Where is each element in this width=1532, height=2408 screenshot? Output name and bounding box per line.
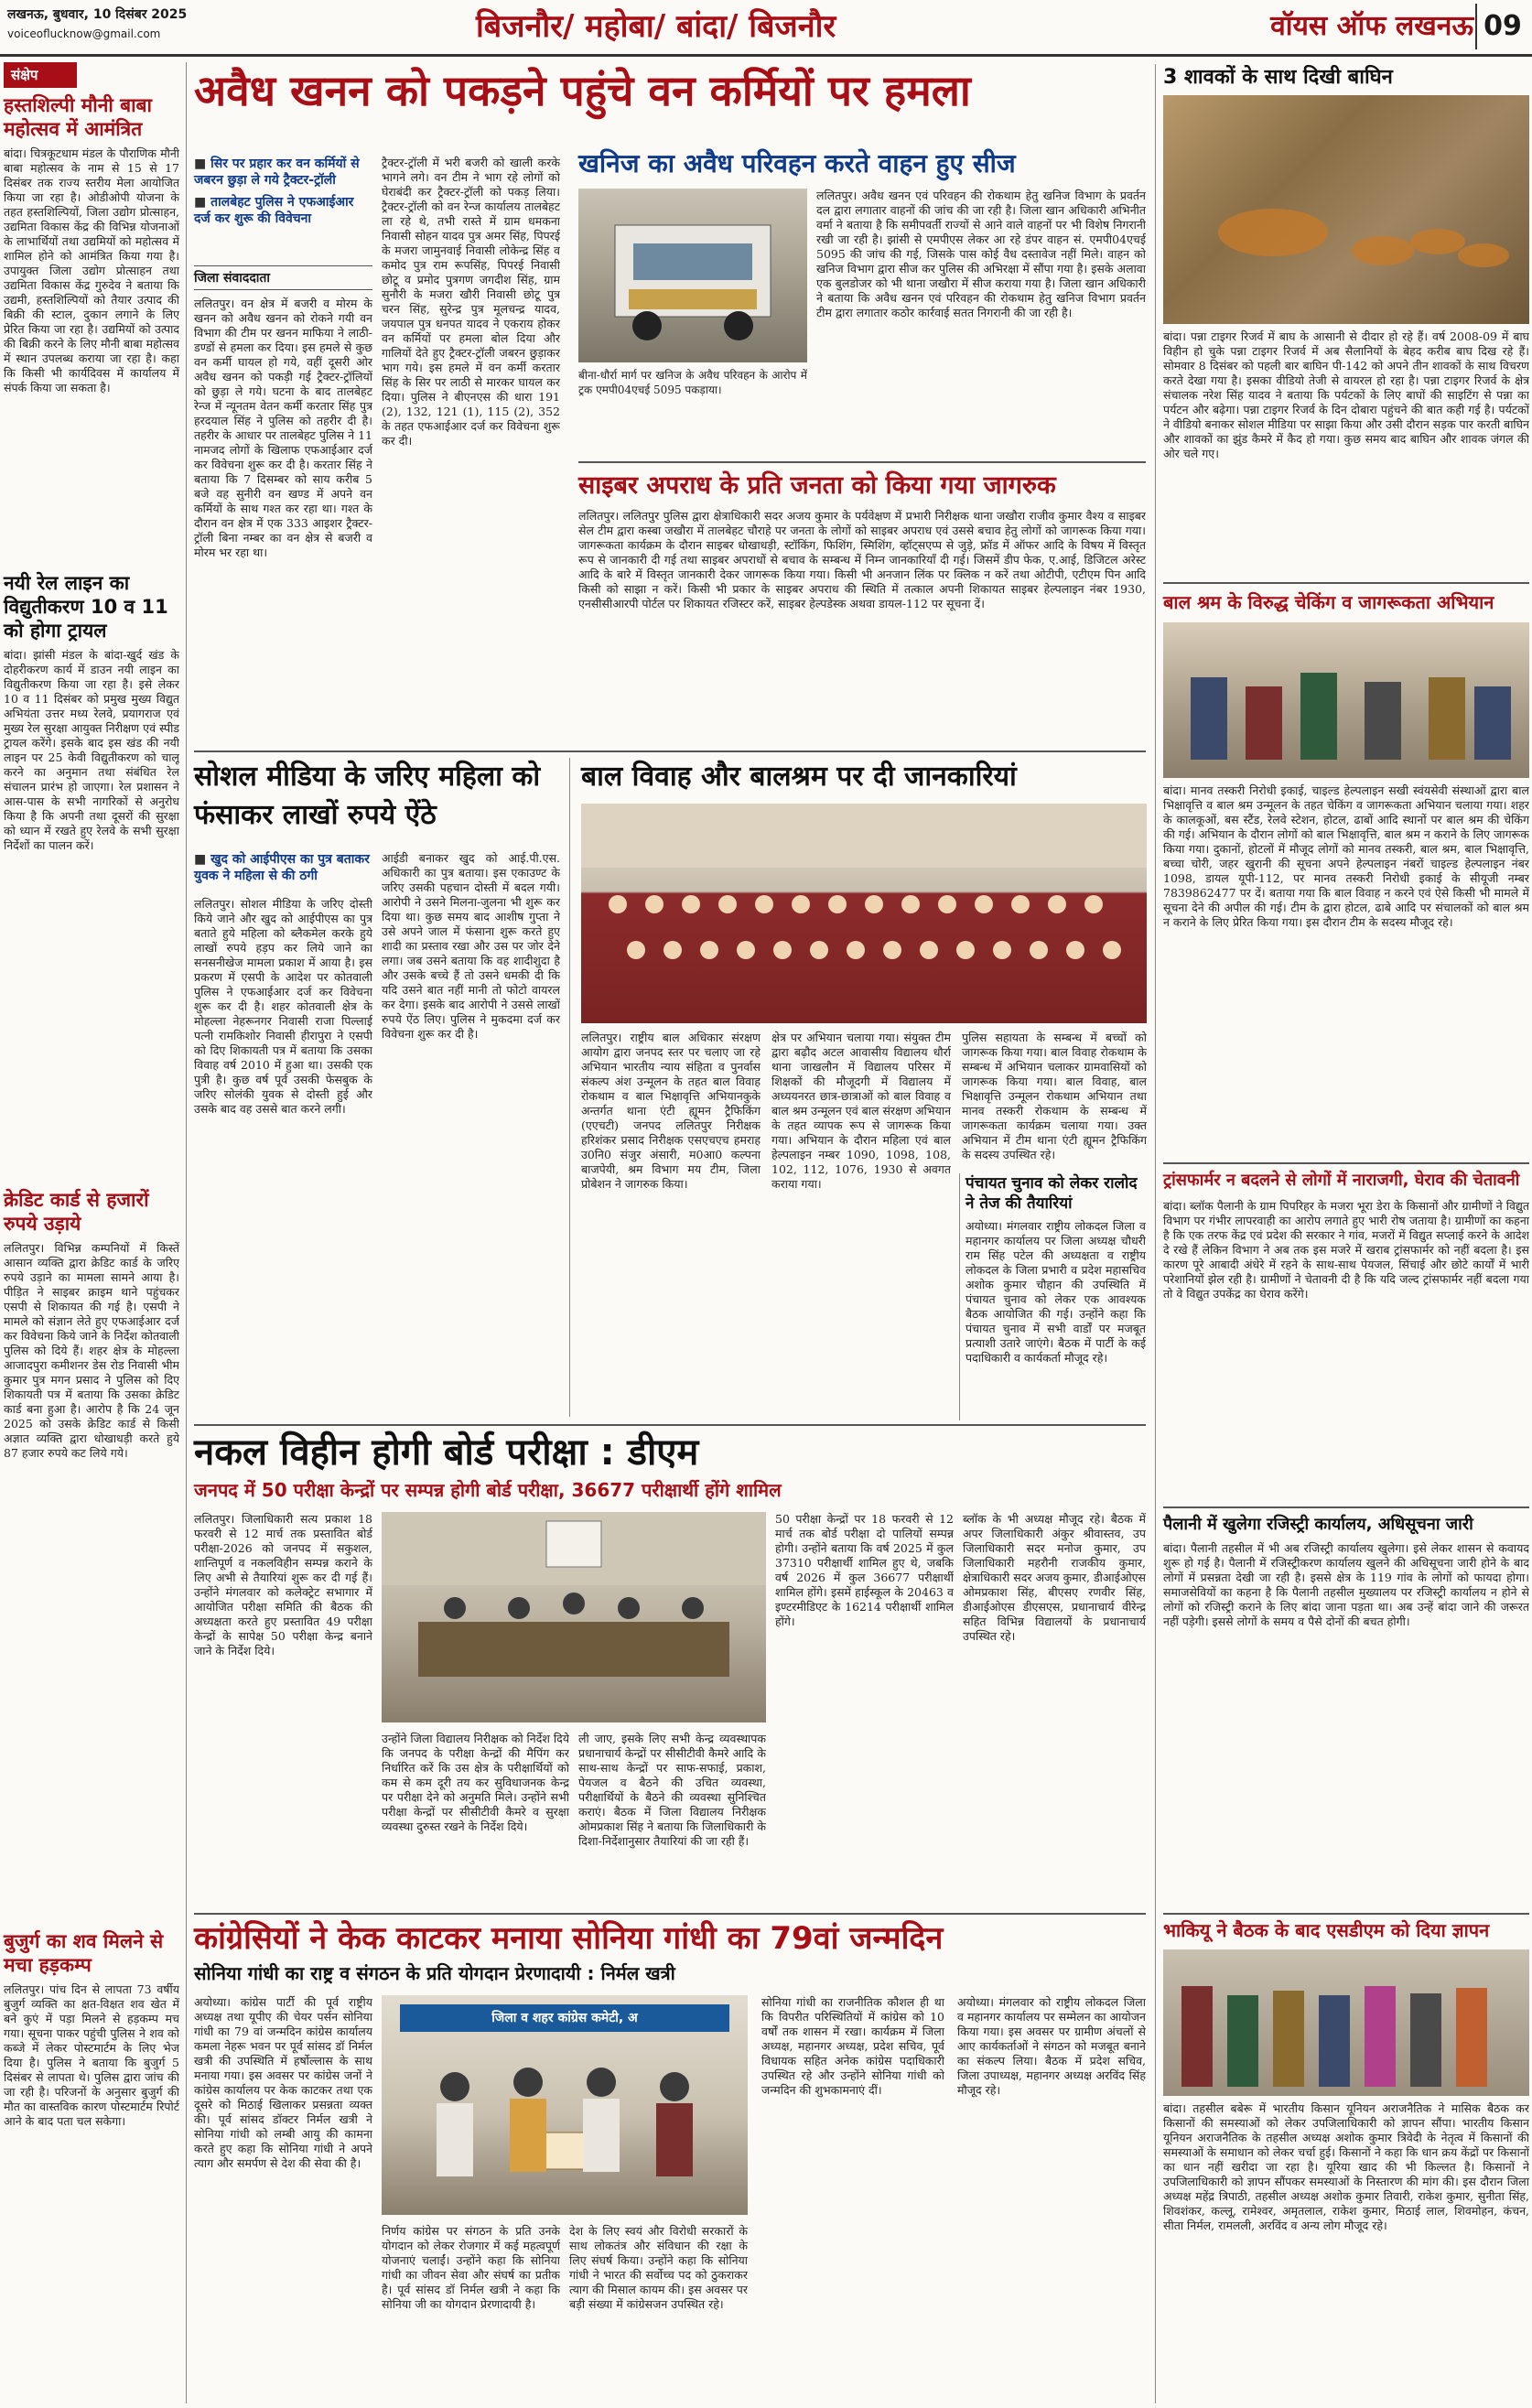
- congress-story: [194, 1918, 1146, 2403]
- social-media-body-1: ललितपुर। सोशल मीडिया के जरिए दोस्ती किये जाने और खुद को आईपीएस का पुत्र बताते हुये महिला को ब्लैकमेल करके हुये लाखों रुपये हड़प कर लिये जाने का सनसनीखेज मामला प्रकाश में आया है। इस प्रकरण में एसपी के आदेश पर कोतवाली पुलिस ने एफआईआर दर्ज कर विवेचना शुरू कर दी है। शहर कोतवाली क्षेत्र के मोहल्ला नेहरूनगर निवासी राजा पिल्लाई पत्नी रामकिशोर निवासी हीरापुरा ने एसपी को दिए शिकायती पत्र में बताया कि उसका विवाह वर्ष 2010 में हुआ था। उसकी एक पुत्री है। कुछ वर्ष पूर्व उसकी फेसबुक के जरिए सोलंकी युवक से दोस्ती हुई और उसके बाद वह उससे बात करने लगी।: [194, 897, 372, 1116]
- sidebar-item-body: बांदा। झांसी मंडल के बांदा-खुर्द खंड के दोहरीकरण कार्य में डाउन नयी लाइन का विद्युतीकरण किया जा रहा है। इसे लेकर 10 व 11 दिसंबर को प्रमुख मुख्य विद्युत अभियंता उत्तर मध्य रेलवे, प्रयागराज एवं मुख्य रेल सुरक्षा आयुक्त निरीक्षण एवं स्पीड ट्रायल करेंगे। इसके बाद इस खंड की नयी लाइन पर 25 केवी विद्युतीकरण को चालू करने का अनुमान तथा संबंधित रेल संचालन प्रारंभ हो जाएगा। रेल प्रशासन ने आस-पास के सभी नागरिकों से अनुरोध किया है कि अपनी तथा दूसरों की सुरक्षा को ध्यान में रखते हुए रेलवे के सभी सुरक्षा निर्देशों का पालन करें।: [4, 648, 179, 852]
- child-marriage-col-1: ललितपुर। राष्ट्रीय बाल अधिकार संरक्षण आयोग द्वारा जनपद स्तर पर चलाए जा रहे अभियान भारतीय न्याय संहिता व पुनर्वास संकल्प अंश उन्मूलन के तहत बाल विवाह रोकथाम व बाल भिक्षावृत्ति अभियानकुके अन्तर्गत थाना एंटी ह्यूमन ट्रैफिकिंग (एएचटी) जनपद ललितपुर निरीक्षक हरिशंकर प्रसाद निरीक्षक एसएचएच हमराह उ0नि0 संजुर अंसारी, म0आ0 कल्पना बाजपेयी, श्रम विभाग मय टीम, जिला प्रोबेशन ने जागरुक किया।: [581, 1031, 761, 1191]
- transformer-headline: ट्रांसफार्मर न बदलने से लोगों में नाराजगी, घेराव की चेतावनी: [1163, 1171, 1520, 1190]
- exam-headline: नकल विहीन होगी बोर्ड परीक्षा : डीएम: [194, 1431, 699, 1474]
- lead-bullet: ■ तालबेहट पुलिस ने एफआईआर दर्ज कर शुरू की विवेचना: [194, 194, 372, 227]
- page-number: 09: [1475, 4, 1528, 49]
- congress-photo: [382, 1995, 748, 2215]
- paper-name: वॉयस ऑफ लखनऊ: [1270, 10, 1473, 42]
- exam-story: [194, 1430, 1146, 1906]
- sidebar-item: [4, 1929, 179, 2385]
- truck-photo: [578, 189, 807, 362]
- congress-body-3: देश के लिए स्वयं और विरोधी सरकारों के साथ लोकतंत्र और संविधान की रक्षा के लिए संघर्ष किया। उन्होंने कहा कि सोनिया गांधी ने भारत की सर्वोच्च पद को ठुकराकर त्याग की मिसाल कायम की। इस अवसर पर बड़ी संख्या में कांग्रेसजन उपस्थित रहे।: [569, 2224, 748, 2311]
- panchayat-headline: पंचायत चुनाव को लेकर रालोद ने तेज की तैयारियां: [966, 1174, 1138, 1213]
- dateline-label: जिला संवाददाता: [194, 265, 372, 290]
- sidebar-item-title: नयी रेल लाइन का विद्युतीकरण 10 व 11 को होगा ट्रायल: [4, 572, 168, 642]
- exam-col-5: ब्लॉक के भी अध्यक्ष मौजूद रहे। बैठक में अपर जिलाधिकारी अंकुर श्रीवास्तव, उप जिलाधिकारी सदर मनोज कुमार, उप जिलाधिकारी महरौनी राजकीय कुमार, क्षेत्राधिकारी सदर अजय कुमार, डीआईओएस ओमप्रकाश सिंह, बीएसए रणवीर सिंह, डीआईओएस डीएसएस, प्रधानाचार्य वीरेन्द्र सहित विभिन्न विद्यालयों के प्रधानाचार्य उपस्थित रहे।: [963, 1512, 1146, 1643]
- students-illustration: [581, 804, 1147, 1023]
- masthead: [0, 0, 1532, 57]
- lead-headline: अवैध खनन को पकड़ने पहुंचे वन कर्मियों पर हमला: [194, 66, 971, 115]
- social-media-bullet: ■ खुद को आईपीएस का पुत्र बताकर युवक ने महिला से की ठगी: [194, 851, 372, 884]
- cyber-body: ललितपुर। ललितपुर पुलिस द्वारा क्षेत्राधिकारी सदर अजय कुमार के पर्यवेक्षण में प्रभारी निरीक्षक थाना जखौरा राजीव कुमार वैश्य व साइबर सेल टीम द्वारा कस्बा जखौरा में तालबेहट चौराहे पर जनता के लोगों को साइबर अपराध एवं उससे बचाव हेतु लोगों को जागरूक किया गया। जागरूकता कार्यक्रम के दौरान साइबर धोखाधड़ी, स्टॉकिंग, फिशिंग, स्मिशिंग, व्हॉट्सएप्प से जुड़े, फ्रॉड में ऑफर आदि के विषय में विस्तृत रूप से जानकारी दी गई तथा साइबर अपराधों से बचाव के सम्बन्ध में निम्न जानकारियाँ दी गई। जिसमें डीप फेक, ए.आई, डिजिटल अरेस्ट आदि के बारे में विस्तृत जानकारी देकर जागरूक किया गया। किसी भी अनजान लिंक पर क्लिक न करें तथा ओटीपी, एटीएम पिन आदि किसी को साझा न करें। किसी भी प्रकार के साइबर अपराध की स्थिति में तत्काल अपनी शिकायत साइबर हेल्पलाइन नंबर 1930, एनसीसीआरपी पोर्टल पर शिकायत रजिस्टर करें, साइबर हेल्पडेस्क अथवा डायल-112 पर सूचना दें।: [578, 509, 1146, 610]
- meeting-photo: [382, 1512, 766, 1722]
- child-marriage-headline: बाल विवाह और बालश्रम पर दी जानकारियां: [581, 761, 1017, 793]
- congress-headline: कांग्रेसियों ने केक काटकर मनाया सोनिया गांधी का 79वां जन्मदिन: [194, 1920, 944, 1957]
- child-marriage-col-2: क्षेत्र पर अभियान चलाया गया। संयुक्त टीम द्वारा बढ़ौद अटल आवासीय विद्यालय धौर्रा थाना जाखलौन में विद्यालय परिसर में शिक्षकों की मौजूदगी में विद्यालय में अध्ययनरत छात्र-छात्राओं को बाल विवाह व बाल श्रम उन्मूलन एवं बाल संरक्षण अभियान के तहत व्यापक रूप से जागरूक किया गया। अभियान के दौरान महिला एवं बाल हेल्पलाइन नम्बर 1090, 1098, 108, 102, 112, 1076, 1930 से अवगत कराया गया।: [771, 1031, 951, 1191]
- registry-body: बांदा। पैलानी तहसील में भी अब रजिस्ट्री कार्यालय खुलेगा। इसे लेकर शासन से कवायद शुरू हो गई है। पैलानी में रजिस्ट्रीकरण कार्यालय खुलने की अधिसूचना जारी होने के बाद लोगों में प्रसन्नता देखी जा रही है। इससे क्षेत्र के 119 गांव के लोगों को फायदा होगा। समाजसेवियों का कहना है कि पैलानी तहसील मुख्यालय पर रजिस्ट्री कार्यालय न होने से लोगों को रजिस्ट्री कराने के लिए बांदा जाना पड़ता था। अब उन्हें बांदा जाने की जरूरत नहीं पड़ेगी। इससे लोगों के समय व पैसे दोनों की बचत होगी।: [1163, 1541, 1529, 1628]
- transformer-body: बांदा। ब्लॉक पैलानी के ग्राम पिपरिहर के मजरा भूरा डेरा के किसानों और ग्रामीणों ने विद्युत विभाग पर गंभीर लापरवाही का आरोप लगाते हुए भारी रोष जताया है। ग्रामीणों का कहना है कि एक तरफ केंद्र एवं प्रदेश की सरकार ने गांव, मजरों में विद्युत सप्लाई करने के आदेश दे रखे हैं लेकिन विभाग ने अब तक इस मजरे में खराब ट्रांसफार्मर को नहीं बदला है। इस कारण पूरे आबादी अंधेरे में रहने के साथ-साथ पेयजल, सिंचाई और छोटे कार्यों में भारी परेशानियों झेल रही है। ग्रामीणों ने चेतावनी दी है कि यदि जल्द ट्रांसफार्मर नहीं बदला गया तो वे विद्युत उपकेंद्र का घेराव करेंगे।: [1163, 1199, 1529, 1301]
- sidebar-item-title: बुजुर्ग का शव मिलने से मचा हड़कम्प: [4, 1930, 164, 1976]
- seizure-headline: खनिज का अवैध परिवहन करते वाहन हुए सीज: [578, 148, 1016, 178]
- farmers-illustration: [1163, 1949, 1529, 2096]
- congress-body-1: अयोध्या। कांग्रेस पार्टी की पूर्व राष्ट्रीय अध्यक्ष तथा यूपीए की चेयर पर्सन सोनिया गांधी का 79 वां जन्मदिन कांग्रेस कार्यालय कमला नेहरू भवन पर पूर्व सांसद डॉ निर्मल खत्री की उपस्थिति में हर्षोल्लास के साथ मनाया गया। इस अवसर पर कांग्रेस जनों ने कांग्रेस कार्यालय पर केक काटकर तथा एक दूसरे को मिठाई खिलाकर प्रसन्नता व्यक्त की। पूर्व सांसद डॉक्टर निर्मल खत्री ने सोनिया गांधी को लम्बी आयु की कामना करते हुए कहा कि सोनिया गांधी ने अपने त्याग और समर्पण से देश की सेवा की है।: [194, 1995, 372, 2170]
- lead-body-1: ललितपुर। वन क्षेत्र में बजरी व मोरम के खनन को अवैध खनन को रोकने गयी वन विभाग की टीम पर खनन माफिया ने लाठी-डण्डों से हमला कर दिया। इस हमले से कुछ वन कर्मी घायल हो गये, वहीं दूसरी ओर अवैध खनन को पकड़ी गई ट्रैक्टर-ट्रॉलियों को छुड़ा ले गये। घटना के बाद तालबेहट रेन्ज में न्यूनतम वेतन कर्मी करतार सिंह पुत्र हरदयाल सिंह ने पुलिस को तहरीर दी है। तहरीर के आधार पर तालबेहट पुलिस ने 11 नामजद लोगों के खिलाफ एफआईआर दर्ज कर विवेचना शुरू कर दी है। करतार सिंह ने बताया कि 7 दिसम्बर को साय करीब 5 बजे वह सुनीरी वन खण्ड में अपने वन कर्मियों के साथ गश्त कर रहा था। गश्त के दौरान वन क्षेत्र में एक 333 आइशर ट्रैक्टर-ट्रॉली बिना नम्बर का वन क्षेत्र से बजरी व मोरम भर रहा था।: [194, 297, 372, 559]
- farmers-headline: भाकियू ने बैठक के बाद एसडीएम को दिया ज्ञापन: [1163, 1919, 1490, 1941]
- social-media-story: [194, 758, 560, 1417]
- sidebar: [4, 62, 187, 2403]
- farmers-body: बांदा। तहसील बबेरू में भारतीय किसान यूनियन अराजनैतिक ने मासिक बैठक कर किसानों की समस्याओं को लेकर उपजिलाधिकारी को ज्ञापन सौंपा। भारतीय किसान यूनियन अराजनैतिक के तहसील अध्यक्ष अशोक कुमार त्रिवेदी के नेतृत्व में किसानों की समस्याओं के समाधान को लेकर चर्चा हुई। किसानों ने कहा कि धान क्रय केंद्रों पर किसानों का धान नहीं खरीदा जा रहा है। यूरिया खाद की भी किल्लत है। किसानों ने उपजिलाधिकारी को ज्ञापन सौंपकर समस्याओं के निस्तारण की मांग की। इस दौरान जिला अध्यक्ष महेंद्र त्रिपाठी, तहसील अध्यक्ष अशोक कुमार तिवारी, राकेश कुमार, सुनीता सिंह, शिवशंकर, कल्लू, रामेश्वर, अमृतलाल, राकेश कुमार, मिठाई लाल, शिवमोहन, कंचन, सीता निर्मल, रामलली, अरविंद व अन्य लोग मौजूद रहे।: [1163, 2101, 1529, 2232]
- exam-subheadline: जनपद में 50 परीक्षा केन्द्रों पर सम्पन्न होगी बोर्ड परीक्षा, 36677 परीक्षार्थी होंगे शामिल: [194, 1479, 782, 1501]
- meeting-illustration: [382, 1512, 766, 1722]
- registry-headline: पैलानी में खुलेगा रजिस्ट्री कार्यालय, अधिसूचना जारी: [1163, 1515, 1473, 1534]
- child-labour-photo: [1163, 622, 1529, 778]
- section-title: बिजनौर/ महोबा/ बांदा/ बिजनौर: [476, 8, 836, 45]
- date-line: लखनऊ, बुधवार, 10 दिसंबर 2025: [7, 7, 188, 22]
- seizure-caption: बीना-धौर्रा मार्ग पर खनिज के अवैध परिवहन के आरोप में ट्रक एमपी04एचई 5095 पकड़ाया।: [578, 369, 807, 396]
- lead-body-2: ट्रैक्टर-ट्रॉली में भरी बजरी को खाली करके भागने लगे। वन टीम ने भाग रहे लोगों को घेराबंदी कर ट्रैक्टर-ट्रॉली को पकड़ लिया। ट्रैक्टर-ट्रॉली को वन रेन्ज कार्यालय तालबेहट ला रहे थे, तभी रास्ते में ग्राम धमकना निवासी सोहन यादव पुत्र अमर सिंह, पिपरई के मजरा जामुनवाई निवासी लोकेन्द्र सिंह व कमोद पुत्र राम रूपसिंह, पिपरई निवासी छोटू व प्रमोद पुत्रगण जगदीश सिंह, ग्राम सुनौरी के मजरा खौरी निवासी छोटू पुत्र चरन सिंह, सुरेन्द्र पुत्र मूलचन्द्र यादव, जयपाल पुत्र धनपत यादव ने एकराय होकर वन कर्मियों पर हमला बोल दिया और गालियों देते हुए ट्रैक्टर-ट्रॉली जबरन छुड़ाकर भाग गये। इस हमले में वन कर्मी करतार सिंह के सिर पर लाठी से मारकर घायल कर दिया। पुलिस ने बीएनएस की धारा 191 (2), 132, 121 (1), 115 (2), 352 के तहत एफआईआर दर्ज कर विवेचना शुरू कर दी।: [382, 156, 560, 448]
- email: voiceoflucknow@gmail.com: [7, 27, 161, 40]
- right-column: [1155, 64, 1528, 2403]
- exam-col-4: 50 परीक्षा केन्द्रों पर 18 फरवरी से 12 मार्च तक बोर्ड परीक्षा दो पालियों सम्पन्न होगी। उन्होंने बताया कि वर्ष 2025 में कुल 37310 परीक्षार्थी शामिल हुए थे, जबकि वर्ष 2026 में कुल 36677 परीक्षार्थी शामिल होंगे। इसमें हाईस्कूल के 20463 व इण्टरमीडिएट के 16214 परीक्षार्थी शामिल होंगे।: [775, 1512, 954, 1628]
- cyber-headline: साइबर अपराध के प्रति जनता को किया गया जागरुक: [578, 471, 1056, 500]
- lead-story: [194, 64, 1146, 741]
- child-labour-body: बांदा। मानव तस्करी निरोधी इकाई, चाइल्ड हेल्पलाइन सखी स्वंयसेवी संस्थाओं द्वारा बाल भिक्षावृत्ति व बाल श्रम उन्मूलन के तहत चेकिंग व जागरूकता अभियान चलाया गया। शहर के कालकूओं, बस स्टैंड, रेलवे स्टेशन, होटल, ढाबों आदि स्थानों पर बाल श्रम की चेकिंग की गई। अभियान के दौरान लोगों को बाल भिक्षावृत्ति, बाल श्रम न कराने के लिए जागरूक किया गया। दुकानों, होटलों में मौजूद लोगों को मानव तस्करी, बाल श्रम, बाल भिक्षावृत्ति, बच्चा चोरी, जहर खुरानी की सूचना अपने हेल्पलाइन नंबरों चाइल्ड हेल्पलाइन नंबर 1098, डायल यूपी-112, पर मानव तस्करी निरोधी इकाई के सीयूजी नम्बर 7839862477 पर दें। बताया गया कि बाल विवाह न करने एवं ऐसे किसी भी मामले में सूचना देने की अपील की गई। टीम के द्वारा होटल, ढाबे आदि पर संचालकों को बाल श्रम न कराने के लिए प्रेरित किया गया। इस दौरान टीम के सदस्य मौजूद रहे।: [1163, 783, 1529, 929]
- social-media-headline: सोशल मीडिया के जरिए महिला को फंसाकर लाखों रुपये ऐंठे: [194, 761, 541, 831]
- exam-col-2: उन्होंने जिला विद्यालय निरीक्षक को निर्देश दिये कि जनपद के परीक्षा केन्द्रों की मैपिंग कर निर्धारित करें कि उस क्षेत्र के परीक्षार्थियों को कम से कम दूरी तय कर सुविधाजनक केन्द्र पर परीक्षा देने को अनुमति मिले। उन्होंने सभी परीक्षा केन्द्रों पर सीसीटीवी कैमरे व सुरक्षा व्यवस्था दुरुस्त रखने के निर्देश दिये।: [382, 1732, 569, 1833]
- sidebar-item: [4, 93, 179, 531]
- truck-illustration: [578, 189, 807, 362]
- lead-bullet: ■ सिर पर प्रहार कर वन कर्मियों से जबरन छुड़ा ले गये ट्रैक्टर-ट्रॉली: [194, 156, 372, 189]
- sidebar-item-body: बांदा। चित्रकूटधाम मंडल के पौराणिक मौनी बाबा महोत्सव के नाम से 15 से 17 दिसंबर तक राज्य स्तरीय मेला आयोजित किया जा रहा है। ओडीओपी योजना के तहत हस्तशिल्पियों, जिला उद्योग प्रोत्साहन, उद्यमिता विकास केंद्र की विभिन्न योजनाओं के लाभार्थियों तथा उद्यमियों को महोत्सव में शामिल होने को आमंत्रित किया गया है। उपायुक्त जिला उद्योग प्रोत्साहन तथा उद्यमिता विकास केंद्र गुरुदेव ने बताया कि उद्यमी, हस्तशिल्पियों को तैयार उत्पाद की बिक्री की स्टाल, दुकान लगाने के लिए प्रेरित किया जा रहा है। उद्यमियों को उत्पाद की बिक्री करने के लिए मौनी बाबा महोत्सव में स्थान उपलब्ध कराया जा रहा है। कहा कि किसी भी कार्यदिवस में कार्यालय में संपर्क किया जा सकता है।: [4, 146, 179, 394]
- congress-body-4: सोनिया गांधी का राजनीतिक कौशल ही था कि विपरीत परिस्थितियों में कांग्रेस को 10 वर्षों तक शासन में रखा। कार्यक्रम में जिला अध्यक्ष, महानगर अध्यक्ष, प्रदेश सचिव, पूर्व विधायक सहित अनेक कांग्रेस पदाधिकारी उपस्थित रहे और उन्होंने सोनिया गांधी को जन्मदिन की शुभकामनाएं दीं।: [761, 1995, 944, 2097]
- tiger-body: बांदा। पन्ना टाइगर रिजर्व में बाघ के आसानी से दीदार हो रहे हैं। वर्ष 2008-09 में बाघ विहीन हो चुके पन्ना टाइगर रिजर्व में अब सैलानियों के बेहद करीब बाघ दिख रहे हैं। सोमवार 8 दिसंबर को पहली बार बाघिन पी-142 को अपने तीन शावकों के साथ विचरण करते देखा गया है। इसका वीडियो तेजी से वायरल हो रहा है। पन्ना टाइगर रिजर्व के क्षेत्र संचालक नरेश सिंह यादव ने बताया कि पर्यटकों के लिए बाघों की साइटिंग से पन्ना का पर्यटन और बढ़ेगा। पन्ना टाइगर रिजर्व के दिन दोबारा पहुंचने की बात कही गई है। पर्यटकों ने वीडियो बनाकर सोशल मीडिया पर साझा किया और उसी दौरान सड़क पार करती बाघिन और शावकों का झुंड कैमरे में कैद हो गया। कुछ समय बाद बाघिन और शावक जंगल की ओर चले गए।: [1163, 329, 1529, 460]
- sidebar-item-title: हस्तशिल्पी मौनी बाबा महोत्सव में आमंत्रित: [4, 94, 152, 140]
- congress-body-2: निर्णय कांग्रेस पर संगठन के प्रति उनके योगदान को लेकर रोजगार में कई महत्वपूर्ण योजनाएं चलाईं। उन्होंने कहा कि सोनिया गांधी का जीवन सेवा और संघर्ष का प्रतीक है। पूर्व सांसद डॉ निर्मल खत्री ने कहा कि सोनिया जी का योगदान प्रेरणादायी है।: [382, 2224, 560, 2311]
- sidebar-item-title: क्रेडिट कार्ड से हजारों रुपये उड़ाये: [4, 1189, 149, 1235]
- lead-bullets: [194, 156, 372, 227]
- farmers-photo: [1163, 1949, 1529, 2096]
- tiger-photo: [1163, 95, 1529, 324]
- child-marriage-col-3: पुलिस सहायता के सम्बन्ध में बच्चों को जागरूक किया गया। बाल विवाह रोकथाम के सम्बन्ध में अभियान चलाकर ग्रामवासियों को जागरूक किया गया। बाल विवाह, बाल भिक्षावृत्ति उन्मूलन रोकथाम अभियान तथा मानव तस्करी रोकथाम के सम्बन्ध में जागरूकता कार्यक्रम चलाया गया। उक्त अभियान में टीम थाना एंटी ह्यूमन ट्रैफिकिंग के सदस्य उपस्थित रहे।: [962, 1031, 1147, 1161]
- tiger-headline: 3 शावकों के साथ दिखी बाघिन: [1163, 66, 1393, 89]
- sidebar-label: संक्षेप: [4, 62, 77, 88]
- cake-cutting-illustration: [382, 1995, 748, 2215]
- exam-col-1: ललितपुर। जिलाधिकारी सत्य प्रकाश 18 फरवरी से 12 मार्च तक प्रस्तावित बोर्ड परीक्षा-2026 को जनपद में सकुशल, शान्तिपूर्ण व नकलविहीन सम्पन्न कराने के लिए अभी से तैयारियां शुरू कर दी गई हैं। उन्होंने मंगलवार को कलेक्ट्रेट सभागार में आयोजित परीक्षा समिति की बैठक की अध्यक्षता करते हुए प्रस्तावित 49 परीक्षा केन्द्रों के सापेक्ष 50 परीक्षा केन्द्र बनाने जाने के निर्देश दिये।: [194, 1512, 372, 1658]
- sidebar-item: [4, 1188, 179, 1891]
- social-media-body-2: आईडी बनाकर खुद को आई.पी.एस. अधिकारी का पुत्र बताया। इस एकाउण्ट के जरिए उसकी पहचान दोस्ती में बदल गयी। आरोपी ने उसने मिलना-जुलना भी शुरू कर दिया था। कुछ समय बाद आशीष गुप्ता ने उसे अपने जाल में फंसाना शुरू करते हुए शादी का प्रस्ताव रखा और उस पर जोर देने लगा। जब उसने बताया कि वह शादीशुदा है और उसके बच्चे हैं तो उसने धमकी दी कि यदि उसने बात नहीं मानी तो फोटो वायरल कर देगा। इसके बाद आरोपी ने उससे लाखों रुपये ऐंठ लिए। पुलिस ने मुकदमा दर्ज कर विवेचना शुरू कर दी है।: [382, 851, 560, 1041]
- congress-banner: जिला व शहर कांग्रेस कमेटी, अ: [400, 2004, 729, 2032]
- sidebar-item-body: ललितपुर। पांच दिन से लापता 73 वर्षीय बुजुर्ग व्यक्ति का क्षत-विक्षत शव खेत में बने कुएं में पड़ा मिलने से हड़कम्प मच गया। सूचना पाकर पहुंची पुलिस ने शव को कब्जे में लेकर पोस्टमार्टम के लिए भेज दिया है। पुलिस ने बताया कि बुजुर्ग 5 दिसंबर से लापता थे। पुलिस द्वारा जांच की जा रही है। परिजनों के अनुसार बुजुर्ग की मौत का वास्तविक कारण पोस्टमार्टम रिपोर्ट आने के बाद पता चल सकेगा।: [4, 1982, 179, 2128]
- panchayat-body: अयोध्या। मंगलवार राष्ट्रीय लोकदल जिला व महानगर कार्यालय पर जिला अध्यक्ष चौधरी राम सिंह पटेल की अध्यक्षता व राष्ट्रीय लोकदल के जिला प्रभारी व प्रदेश महासचिव अशोक कुमार चौहान की उपस्थिति में पंचायत चुनाव को लेकर एक आवश्यक बैठक आयोजित की गई। उन्होंने कहा कि पंचायत चुनाव में सभी वार्डों पर मजबूत प्रत्याशी उतारे जाएंगे। बैठक में पार्टी के कई पदाधिकारी व कार्यकर्ता मौजूद रहे।: [966, 1219, 1146, 1365]
- crowd-illustration: [1163, 622, 1529, 778]
- seizure-body: ललितपुर। अवैध खनन एवं परिवहन की रोकथाम हेतु खनिज विभाग के प्रवर्तन दल द्वारा लगातार वाहनों की जांच की जा रही है। जिला खान अधिकारी अभिनीत वर्मा ने बताया है कि समीपवर्ती राज्यों से आने वाले वाहनों पर भी विशेष निगरानी रखी जा रही है। झांसी से एमपीएस लेकर आ रहे डंपर वाहन सं. एमपी04एचई 5095 की जांच की गई, जिसके पास कोई वैध दस्तावेज नहीं मिले। वाहन को खनिज विभाग द्वारा सीज कर पुलिस की अभिरक्षा में सौंपा गया है। इसके अलावा एक बुलडोजर को भी थाना जखौरा में सीज कराया गया है। जिला खान अधिकारी ने बताया कि अवैध खनन एवं परिवहन की रोकथाम हेतु खनिज विभाग प्रवर्तन टीम द्वारा लगातार कठोर कार्रवाई सतत निगरानी की जा रही है।: [816, 189, 1146, 319]
- panchayat-story: [959, 1173, 1146, 1420]
- exam-col-6: अयोध्या। मंगलवार को राष्ट्रीय लोकदल जिला व महानगर कार्यालय पर सम्मेलन का आयोजन किया गया। इस अवसर पर ग्रामीण अंचलों से आए कार्यकर्ताओं ने संगठन को मजबूत बनाने का संकल्प लिया। बैठक में प्रदेश सचिव, जिला उपाध्यक्ष, महानगर अध्यक्ष अरविंद सिंह मौजूद रहे।: [957, 1995, 1146, 2097]
- congress-subheadline: सोनिया गांधी का राष्ट्र व संगठन के प्रति योगदान प्रेरणादायी : निर्मल खत्री: [194, 1962, 675, 1984]
- school-photo: [581, 804, 1147, 1023]
- tiger-illustration: [1163, 95, 1529, 324]
- exam-col-3: ली जाए, इसके लिए सभी केन्द्र व्यवस्थापक प्रधानाचार्य केन्द्रों पर सीसीटीवी कैमरे आदि के साथ-साथ केन्द्रों पर साफ-सफाई, प्रकाश, पेयजल व बैठने की उचित व्यवस्था, परीक्षार्थियों के बैठने की व्यवस्था सुनिश्चित कराएं। बैठक में जिला विद्यालय निरीक्षक ओमप्रकाश सिंह ने बताया कि जिलाधिकारी के दिशा-निर्देशानुसार तैयारियां की जा रही हैं।: [578, 1732, 766, 1848]
- child-labour-headline: बाल श्रम के विरुद्ध चेकिंग व जागरूकता अभियान: [1163, 591, 1494, 613]
- sidebar-item-body: ललितपुर। विभिन्न कम्पनियों में किस्तें आसान व्यक्ति द्वारा क्रेडिट कार्ड के जरिए रुपये उड़ाने का मामला सामने आया है। पीड़ित ने साइबर क्राइम थाने पहुंचकर एसपी से शिकायत की गई है। एसपी ने मामले को संज्ञान लेते हुए एफआईआर दर्ज कर विवेचना किये जाने के निर्देश कोतवाली पुलिस को दिये हैं। शहर क्षेत्र के मोहल्ला आजादपुरा कमीशनर डेस रोड निवासी भीम कुमार पुत्र मगन प्रसाद ने पुलिस को दिए शिकायती पत्र में बताया कि उसका क्रेडिट कार्ड बना हुआ है। आरोप है कि 24 जून 2025 को उसके क्रेडिट कार्ड से किसी अज्ञात व्यक्ति द्वारा धोखाधड़ी करते हुये 87 हजार रुपये कट लिये गये।: [4, 1241, 179, 1460]
- sidebar-item: [4, 571, 179, 1161]
